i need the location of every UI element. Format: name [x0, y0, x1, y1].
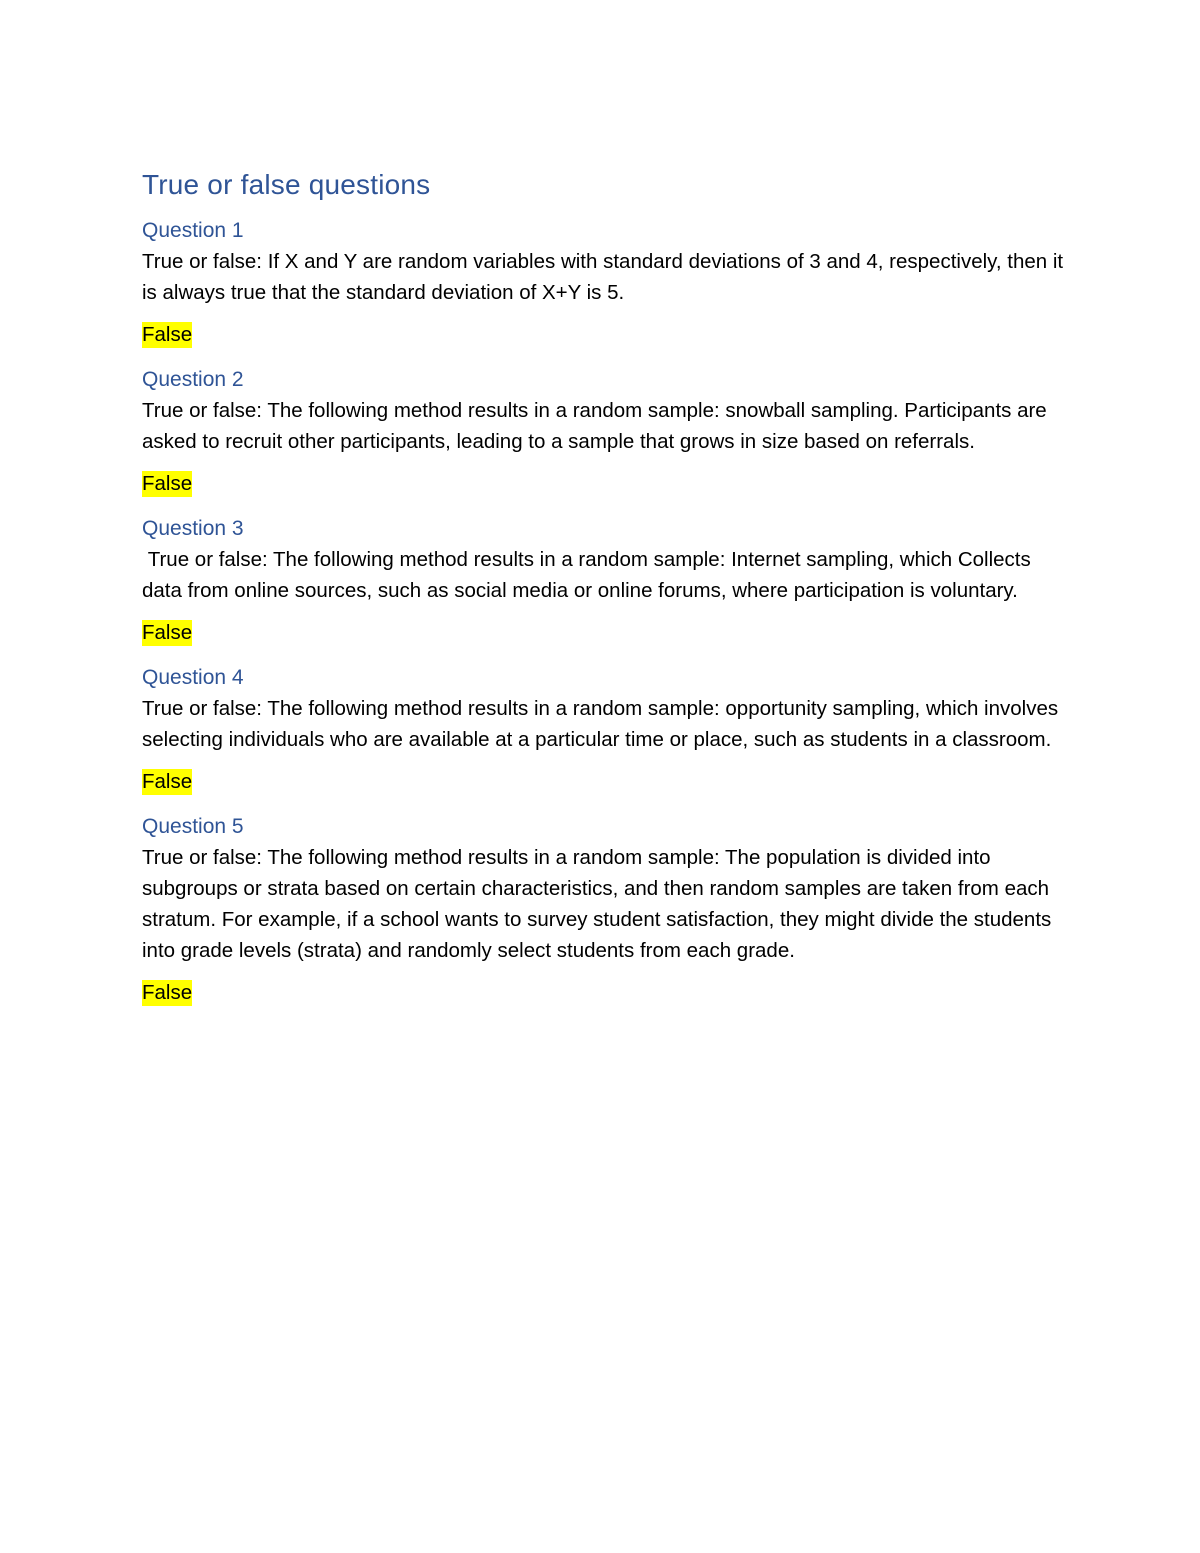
question-heading: Question 5 [142, 815, 244, 838]
question-heading: Question 2 [142, 368, 244, 391]
question-1 [142, 216, 1072, 348]
question-3 [142, 514, 1072, 646]
question-heading: Question 4 [142, 666, 244, 689]
question-text: True or false: The following method results in a random sample: snowball sampling. Participants are asked to recruit other participants, leading to a sample that grows in size based on referrals. [142, 399, 1053, 453]
answer-highlight: False [142, 621, 193, 644]
question-heading: Question 3 [142, 517, 244, 540]
answer-highlight: False [142, 323, 193, 346]
question-2 [142, 365, 1072, 497]
question-text: True or false: The following method results in a random sample: Internet sampling, which Collects data from online sources, such as social media or online forums, where participation is voluntary. [142, 548, 1037, 602]
document-title: True or false questions [142, 169, 431, 200]
answer-highlight: False [142, 981, 193, 1004]
document-page [142, 166, 1072, 1023]
question-heading: Question 1 [142, 219, 244, 242]
question-text: True or false: The following method results in a random sample: opportunity sampling, which involves selecting individuals who are available at a particular time or place, such as students in a classroom. [142, 697, 1064, 751]
answer-highlight: False [142, 770, 193, 793]
question-text: True or false: If X and Y are random variables with standard deviations of 3 and 4, respectively, then it is always true that the standard deviation of X+Y is 5. [142, 250, 1069, 304]
question-text: True or false: The following method results in a random sample: The population is divided into subgroups or strata based on certain characteristics, and then random samples are taken from each stratum. For example, if a school wants to survey student satisfaction, they might divide the students into grade levels (strata) and randomly select students from each grade. [142, 846, 1057, 962]
question-5 [142, 812, 1072, 1006]
question-4 [142, 663, 1072, 795]
answer-highlight: False [142, 472, 193, 495]
